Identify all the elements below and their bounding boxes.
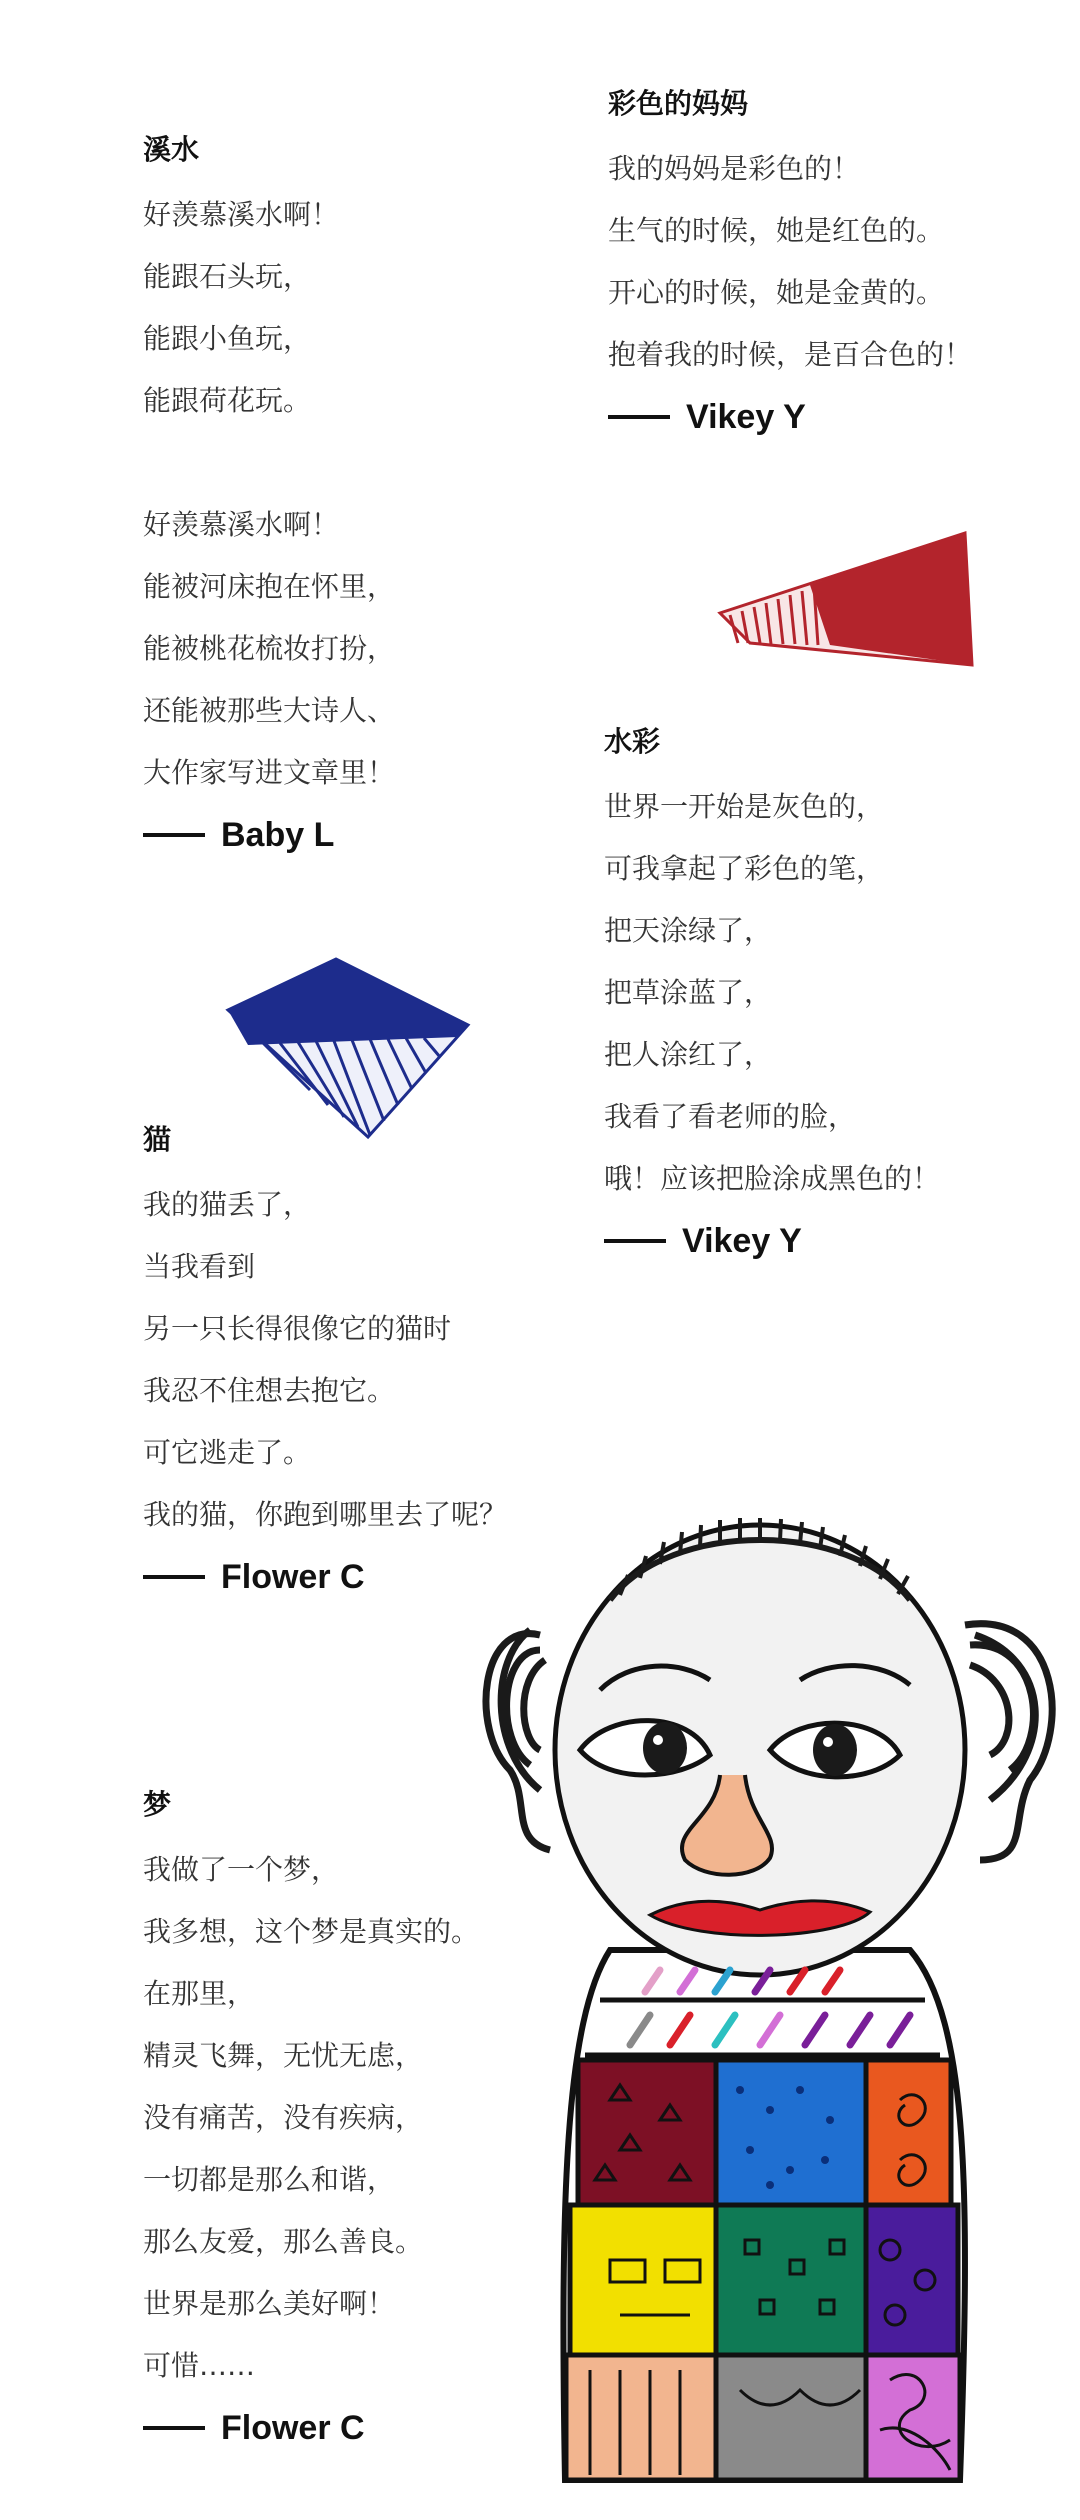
poem-line: 世界是那么美好啊！	[143, 2287, 396, 2320]
poem-line: 可我拿起了彩色的笔，	[604, 852, 885, 885]
poem-line: 当我看到	[143, 1250, 256, 1283]
poem-line: 好羡慕溪水啊！	[143, 198, 340, 231]
poem-line: 还能被那些大诗人、	[143, 694, 396, 727]
author-name: Vikey Y	[686, 398, 806, 436]
poem-lines	[143, 1839, 479, 2397]
poem-line: 把人涂红了，	[604, 1038, 773, 1071]
poem-author	[608, 392, 972, 442]
poem-line: 能被桃花梳妆打扮，	[143, 632, 396, 665]
poem-line: 在那里，	[143, 1977, 256, 2010]
author-name: Baby L	[221, 816, 335, 854]
poem-line: 可惜……	[143, 2349, 256, 2382]
poem-line: 可它逃走了。	[143, 1436, 312, 1469]
poem-author	[143, 810, 395, 860]
poem-line: 能跟石头玩，	[143, 260, 312, 293]
poem-line: 能跟小鱼玩，	[143, 322, 312, 355]
patch-blue	[716, 2060, 866, 2205]
poem-shuicai	[604, 720, 940, 1266]
hair-bun-left	[486, 1630, 550, 1850]
poem-lines	[143, 184, 395, 804]
poem-line: 那么友爱，那么善良。	[143, 2225, 424, 2258]
poem-title: 梦	[143, 1788, 172, 1821]
poem-line: 我看了看老师的脸，	[604, 1100, 857, 1133]
poem-author	[143, 2403, 479, 2453]
poem-line: 没有痛苦，没有疾病，	[143, 2101, 424, 2134]
poem-line: 我多想，这个梦是真实的。	[143, 1915, 480, 1948]
patch-purple	[866, 2205, 958, 2355]
poem-line: 我的妈妈是彩色的！	[608, 152, 861, 185]
author-name: Flower C	[221, 1558, 365, 1596]
poem-line: 把天涂绿了，	[604, 914, 773, 947]
poem-line	[143, 432, 395, 494]
poem-line: 抱着我的时候，是百合色的！	[608, 338, 973, 371]
poem-title: 彩色的妈妈	[608, 87, 749, 120]
author-dash	[143, 1575, 205, 1579]
red-triangle-drawing	[710, 525, 980, 680]
author-name: Flower C	[221, 2409, 365, 2447]
hair-bun-right	[965, 1624, 1052, 1860]
poem-line: 好羡慕溪水啊！	[143, 508, 340, 541]
poem-meng	[143, 1783, 479, 2453]
patch-yellow	[570, 2205, 716, 2355]
poem-title: 水彩	[604, 725, 661, 758]
poem-lines	[608, 138, 972, 386]
author-name: Vikey Y	[682, 1222, 802, 1260]
poem-line: 开心的时候，她是金黄的。	[608, 276, 945, 309]
poem-author	[143, 1552, 507, 1602]
poem-line: 大作家写进文章里！	[143, 756, 396, 789]
blue-shape-drawing	[218, 955, 478, 1145]
blue-fill	[228, 959, 468, 1045]
author-dash	[143, 833, 205, 837]
poem-title: 猫	[143, 1123, 172, 1156]
poem-mao	[143, 1118, 507, 1602]
poem-line: 精灵飞舞，无忧无虑，	[143, 2039, 424, 2072]
poem-lines	[143, 1174, 507, 1546]
poem-caise-mama	[608, 82, 972, 442]
poem-line: 生气的时候，她是红色的。	[608, 214, 945, 247]
poem-line: 把草涂蓝了，	[604, 976, 773, 1009]
patch-maroon	[578, 2060, 716, 2205]
poem-xishui	[143, 128, 395, 860]
poem-line: 能跟荷花玩。	[143, 384, 312, 417]
author-dash	[608, 415, 670, 419]
poem-line: 能被河床抱在怀里，	[143, 570, 396, 603]
poem-line: 我做了一个梦，	[143, 1853, 340, 1886]
red-fill	[810, 533, 972, 665]
poem-line: 我忍不住想去抱它。	[143, 1374, 396, 1407]
poem-line: 一切都是那么和谐，	[143, 2163, 396, 2196]
author-dash	[604, 1239, 666, 1243]
poem-lines	[604, 776, 940, 1210]
author-dash	[143, 2426, 205, 2430]
patch-green	[716, 2205, 866, 2355]
patch-gray	[716, 2355, 866, 2480]
poem-title: 溪水	[143, 133, 200, 166]
doll-drawing	[470, 1500, 1070, 2500]
poem-line: 世界一开始是灰色的，	[604, 790, 885, 823]
poem-author	[604, 1216, 940, 1266]
poem-line: 我的猫丢了，	[143, 1188, 312, 1221]
poem-line: 我的猫，你跑到哪里去了呢？	[143, 1498, 508, 1531]
poem-line: 另一只长得很像它的猫时	[143, 1312, 452, 1345]
patch-orange	[866, 2060, 951, 2205]
poem-line: 哦！应该把脸涂成黑色的！	[604, 1162, 941, 1195]
